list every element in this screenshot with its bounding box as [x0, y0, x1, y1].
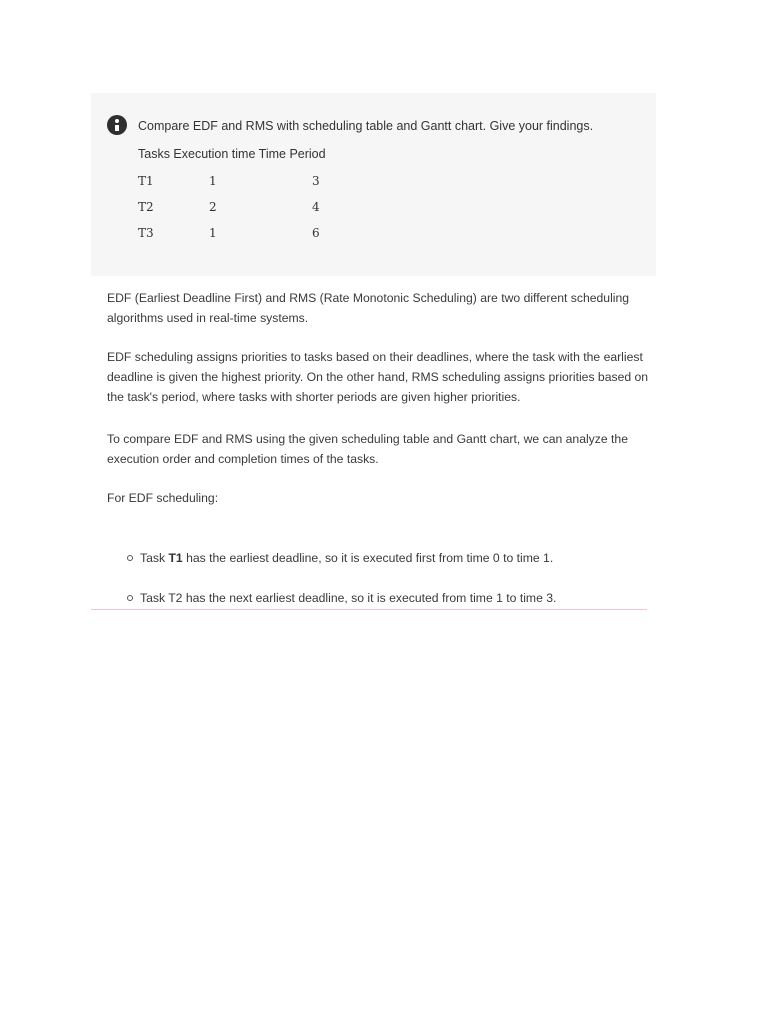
period-cell: 4: [312, 200, 320, 214]
table-header: Tasks Execution time Time Period: [138, 147, 326, 161]
list-item: Task T2 has the next earliest deadline, so it is executed from time 1 to time 3.: [127, 591, 556, 605]
divider: [91, 609, 647, 610]
execution-cell: 1: [209, 174, 217, 188]
bullet-circle-icon: [127, 555, 133, 561]
answer-paragraph-priorities: EDF scheduling assigns priorities to tasks based on their deadlines, where the task with the earliest deadline is given the highest priority. On the other hand, RMS scheduling assigns priorities based on the task's period, where tasks with shorter periods are given higher priorities.: [107, 350, 649, 404]
answer-paragraph-compare: To compare EDF and RMS using the given scheduling table and Gantt chart, we can analyze the execution order and completion times of the tasks.: [107, 432, 628, 466]
task-name: T2: [168, 591, 183, 605]
answer-edf-heading: For EDF scheduling:: [107, 491, 219, 505]
period-cell: 3: [312, 174, 320, 188]
task-cell: T3: [138, 226, 154, 240]
execution-cell: 2: [209, 200, 217, 214]
bullet-circle-icon: [127, 595, 133, 601]
info-icon: [107, 115, 127, 135]
period-cell: 6: [312, 226, 320, 240]
task-name: T1: [168, 551, 183, 565]
execution-cell: 1: [209, 226, 217, 240]
task-cell: T1: [138, 174, 154, 188]
question-text: Compare EDF and RMS with scheduling table and Gantt chart. Give your findings.: [138, 119, 594, 133]
question-card: [91, 93, 656, 276]
task-cell: T2: [138, 200, 154, 214]
answer-paragraph-intro: EDF (Earliest Deadline First) and RMS (Rate Monotonic Scheduling) are two different scheduling algorithms used in real-time systems.: [107, 291, 630, 325]
list-item: Task T1 has the earliest deadline, so it is executed first from time 0 to time 1.: [127, 551, 553, 565]
